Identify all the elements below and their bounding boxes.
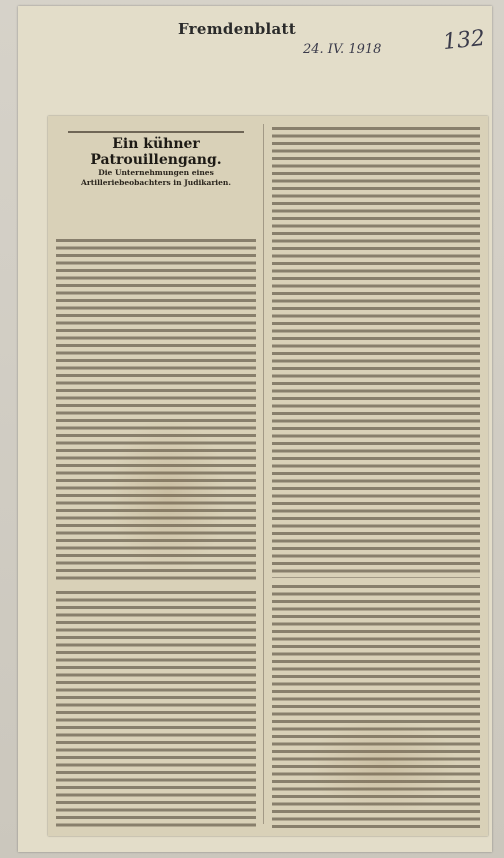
- section-divider: [272, 577, 480, 578]
- article-body-column-right: [272, 124, 480, 574]
- article-clipping: [48, 116, 488, 836]
- handwritten-date: 24. IV. 1918: [303, 42, 382, 57]
- paper-stain: [108, 416, 228, 576]
- paper-stain: [308, 716, 458, 816]
- article-subtitle: Die Unternehmungen eines Artilleriebeobachters in Judikarien.: [81, 168, 231, 187]
- newspaper-clipping: [18, 6, 492, 852]
- handwritten-archive-number: 132: [441, 25, 487, 56]
- newspaper-masthead: Fremdenblatt: [178, 20, 297, 38]
- headline-rule: [68, 131, 244, 133]
- article-body-lower-left: [56, 588, 256, 828]
- article-headline: Ein kühner Patrouillengang.: [90, 136, 222, 168]
- column-divider: [263, 124, 264, 824]
